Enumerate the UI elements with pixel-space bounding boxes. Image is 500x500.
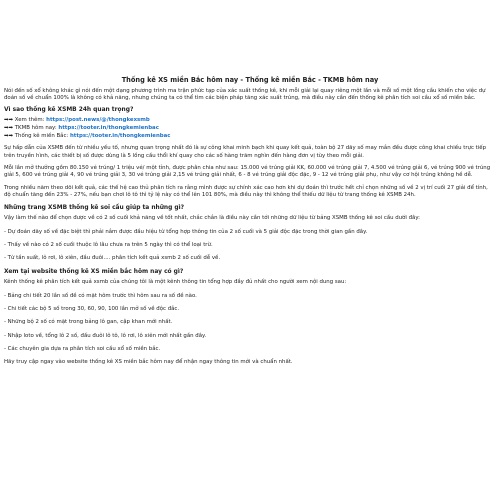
link-tooter-tkmb[interactable]: https://tooter.in/thongkemienbac (58, 124, 159, 131)
history-paragraph: Sự hấp dẫn của XSMB đến từ nhiều yếu tố, nhưng quan trọng nhất đó là sự công khai minh bạch khi quay kết quả, toàn bộ 27 dãy số may mắn đều được công khai chiếu trực tiếp trên truyền hình, các thiết bị số được dùng là 5 lồng cầu thổi khí quay cho các số hàng trăm nghìn đến hàng đơn vị tùy theo mỗi giải. (4, 145, 487, 159)
link-prefix: ➡➡ Thống kê miền Bắc: (4, 133, 70, 140)
site-item: - Bảng chi tiết 20 lần số đề có mặt hôm trước thì hôm sau ra số đề nào. (4, 292, 197, 299)
link-line-post-news (4, 117, 496, 124)
site-item: - Các chuyên gia dựa ra phân tích soi cầu xổ số miền bắc. (4, 345, 161, 352)
link-line-tkmb (4, 125, 496, 132)
fact-paragraph: Trong nhiều năm theo dõi kết quả, các thế hệ cao thủ phân tích ra rằng mình được sự chính xác cao hơn khi dự đoán thì trước hết chỉ chọn những số về 2 vị trí cuối 27 giải để tính, độ chuẩn tăng đến 23% - 27%, nếu bạn chơi lô tô thì tỷ lệ này có thể lên 101 80%, mà điều này thì không thể thiếu dữ liệu từ trang thống kê XSMB 24h. (4, 184, 488, 198)
help-item: - Dự đoán dãy số về đặc biệt thì phải nắm được đầu hiệu từ tổng hợp thông tin của 2 số cuối và 5 giải độc đặc trong thời gian gần đây. (4, 228, 368, 235)
site-item: - Chi tiết các bộ 5 số trong 30, 60, 90, 100 lần mở số về độc đắc. (4, 306, 180, 313)
why-heading: Vì sao thống kê XSMB 24h quan trọng? (4, 106, 134, 113)
site-intro: Kênh thống kê phân tích kết quả xsmb của chúng tôi là một kênh thông tin tổng hợp đầy đủ nhất cho người xem nội dung sau: (4, 279, 347, 286)
site-item: - Nhập loto về, tổng lô 2 số, đầu đuôi lô tô, lô rơi, lô xiên mới nhất gần đây. (4, 332, 207, 339)
site-item: - Những bộ 2 số có mặt trong bảng lô gan, cập khan mới nhất. (4, 319, 173, 326)
help-intro: Vậy làm thế nào để chọn được về có 2 số cuối khả năng về tốt nhất, chắc chắn là điều này cần tới những dữ liệu từ bảng XSMB thống kê soi cầu dưới đây: (4, 215, 420, 222)
prizes-paragraph: Mỗi lần mở thưởng gồm 80.150 vé trúng/ 1 triệu vé/ một tỉnh, được phân chia như sau: 15.000 vé trúng giải KK, 60.000 vé trúng giải 7, 4.500 vé trúng giải 6, vé trúng 900 vé trúng giải 5, 600 vé trúng giải 4, 90 vé trúng giải 3, 30 vé trúng giải 2,15 vé trúng giải nhất, 6 - 8 vé trúng giải độc đặc, 9 - 12 vé trúng giải phụ, như vậy cơ hội trúng không hề dễ. (4, 165, 491, 179)
link-prefix: ➡➡ Xem thêm: (4, 116, 47, 123)
help-heading: Những trang XSMB thống kê soi cầu giúp ta những gì? (4, 205, 185, 212)
intro-paragraph: Nói đến số xổ không khác gì nói đến một dạng phương trình ma trận phức tạp của xác suất thống kê, khi mỗi giải lại quay riêng một lần và mỗi số một lồng cầu khiến cho việc dự đoán số về chuẩn 100% là không có khả năng, nhưng chúng ta có thể tìm các biện pháp tăng xác suất trúng, mà điều này cần đến thống kê phân tích soi cầu xổ số miền bắc. (4, 88, 486, 102)
link-tooter-thong-ke[interactable]: https://tooter.in/thongkemienbac (69, 133, 171, 140)
article-title: Thống kê XS miền Bắc hôm nay - Thống kê miền Bắc - TKMB hôm nay (121, 76, 379, 84)
help-item: - Từ tần suất, lô rơi, lô xiên, đầu đuôi.... phân tích kết quả xsmb 2 số cuối dễ về. (4, 255, 221, 262)
link-post-news[interactable]: https://post.news/@/thongkexsmb (46, 116, 150, 123)
link-line-thong-ke (4, 133, 496, 140)
help-item: - Thấy về nào có 2 số cuối thuộc lô lâu chưa ra trên 5 ngày thì có thể loại trừ. (4, 241, 213, 248)
site-heading: Xem tại website thống kê XS miền bắc hôm nay có gì? (4, 269, 184, 276)
link-prefix: ➡➡ TKMB hôm nay: (4, 124, 59, 131)
closing-paragraph: Hãy truy cập ngay vào website thống kê XS miền bắc hôm nay để nhận ngay thông tin mới và chuẩn nhất. (4, 359, 293, 366)
